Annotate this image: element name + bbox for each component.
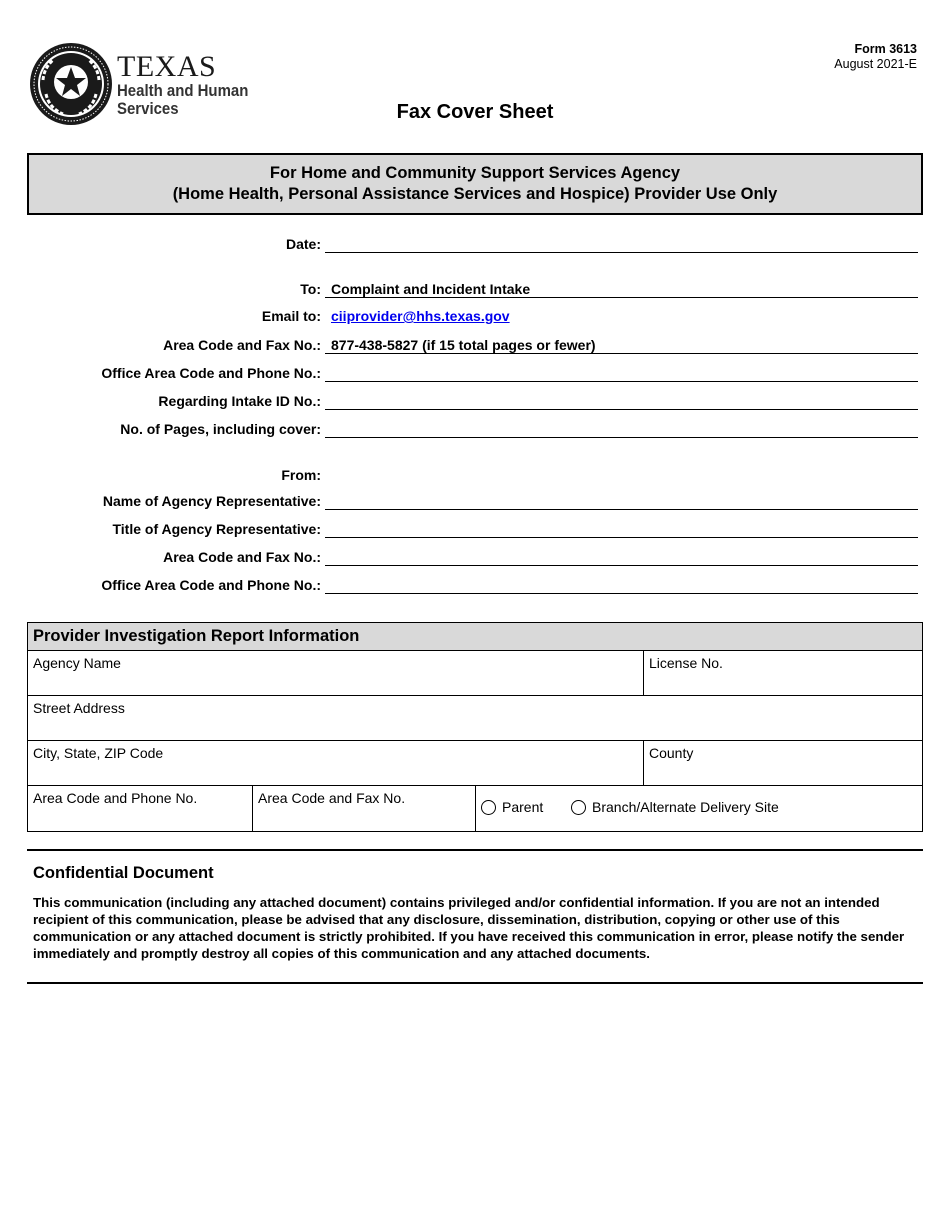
- to-fax-value[interactable]: 877-438-5827 (if 15 total pages or fewer): [331, 337, 596, 353]
- to-fax-field[interactable]: [325, 353, 918, 354]
- provider-report-heading: Provider Investigation Report Information: [28, 623, 922, 651]
- from-label: From:: [281, 467, 321, 483]
- page-title: Fax Cover Sheet: [396, 101, 554, 123]
- county-label: County: [649, 745, 694, 761]
- from-fax-label: Area Code and Fax No.:: [163, 549, 321, 565]
- to-office-phone-label: Office Area Code and Phone No.:: [101, 365, 321, 381]
- branch-radio[interactable]: [571, 799, 779, 815]
- street-address-label: Street Address: [33, 700, 125, 716]
- form-identifier: [834, 42, 917, 72]
- city-state-zip-label: City, State, ZIP Code: [33, 745, 164, 761]
- email-label: Email to:: [261, 308, 321, 324]
- county-field[interactable]: [643, 741, 922, 785]
- branch-radio-label: Branch/Alternate Delivery Site: [592, 799, 779, 815]
- radio-circle-icon[interactable]: [571, 800, 586, 815]
- pages-field[interactable]: [325, 437, 918, 438]
- rep-name-field[interactable]: [325, 509, 918, 510]
- confidential-title: Confidential Document: [33, 864, 214, 882]
- agency-phone-field[interactable]: [28, 786, 252, 831]
- table-row: [28, 741, 922, 786]
- provider-use-banner: [27, 153, 923, 215]
- agency-name-field[interactable]: [28, 651, 643, 695]
- table-row: [28, 696, 922, 741]
- divider-bottom: [27, 982, 923, 984]
- to-label: To:: [300, 281, 321, 297]
- logo-state-name: TEXAS: [117, 50, 217, 83]
- logo-agency-line1: Health and Human: [117, 81, 249, 100]
- rep-name-label: Name of Agency Representative:: [102, 493, 321, 509]
- intake-id-field[interactable]: [325, 409, 918, 410]
- agency-phone-label: Area Code and Phone No.: [33, 790, 198, 806]
- from-office-phone-label: Office Area Code and Phone No.:: [101, 577, 321, 593]
- banner-line1: For Home and Community Support Services Agency: [269, 164, 681, 182]
- from-fax-field[interactable]: [325, 565, 918, 566]
- street-address-field[interactable]: [28, 696, 922, 740]
- rep-title-label: Title of Agency Representative:: [112, 521, 321, 537]
- to-fax-label: Area Code and Fax No.:: [163, 337, 321, 353]
- rep-title-field[interactable]: [325, 537, 918, 538]
- form-date: August 2021-E: [834, 57, 917, 71]
- parent-radio-label: Parent: [502, 799, 544, 815]
- form-number: Form 3613: [854, 42, 917, 56]
- to-value[interactable]: Complaint and Incident Intake: [331, 281, 531, 297]
- date-label: Date:: [285, 236, 321, 252]
- radio-circle-icon[interactable]: [481, 800, 496, 815]
- confidential-notice: This communication (including any attached document) contains privileged and/or confidential information. If you are not an intended recipient of this communication, please be advised that any disclosure, dissemination, distribution, copying or other use of this communication or any attached document is strictly prohibited. If you have received this communication in error, please notify the sender immediately and promptly destroy all copies of this communication and any attached documents.: [33, 895, 905, 961]
- to-office-phone-field[interactable]: [325, 381, 918, 382]
- pages-label: No. of Pages, including cover:: [120, 421, 321, 437]
- date-field[interactable]: [325, 252, 918, 253]
- provider-report-table: [27, 622, 923, 832]
- intake-id-label: Regarding Intake ID No.:: [158, 393, 321, 409]
- table-row: [28, 786, 922, 831]
- banner-line2: (Home Health, Personal Assistance Services and Hospice) Provider Use Only: [172, 184, 778, 203]
- agency-name-label: Agency Name: [33, 655, 121, 671]
- email-link[interactable]: ciiprovider@hhs.texas.gov: [331, 308, 510, 324]
- divider-top: [27, 849, 923, 851]
- agency-fax-field[interactable]: [252, 786, 475, 831]
- license-field[interactable]: [643, 651, 922, 695]
- table-row: [28, 651, 922, 696]
- from-office-phone-field[interactable]: [325, 593, 918, 594]
- site-type-group: [475, 786, 922, 831]
- license-label: License No.: [649, 655, 723, 671]
- to-field[interactable]: [325, 297, 918, 298]
- parent-radio[interactable]: [481, 799, 543, 815]
- city-state-zip-field[interactable]: [28, 741, 643, 785]
- agency-fax-label: Area Code and Fax No.: [258, 790, 406, 806]
- logo-agency-line2: Services: [117, 99, 179, 118]
